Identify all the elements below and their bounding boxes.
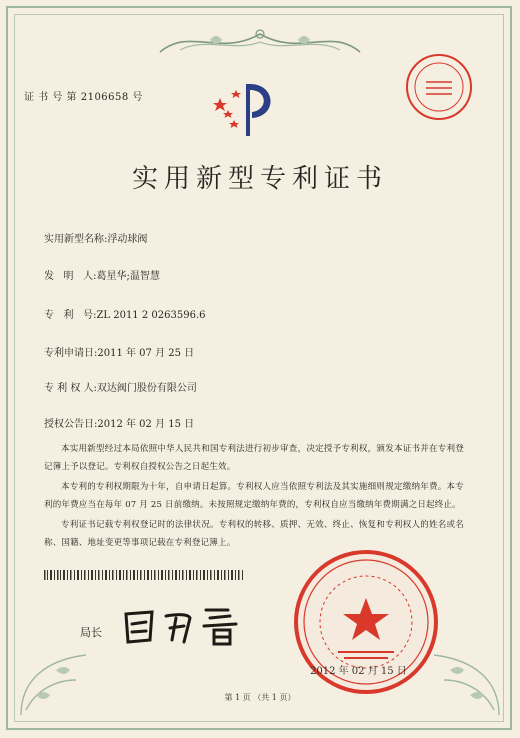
inventor-value: 葛星华;温智慧: [96, 271, 160, 282]
top-right-stamp: [404, 52, 474, 122]
top-ornament: [150, 22, 370, 62]
term-paragraph: 本专利的专利权期限为十年，自申请日起算。专利权人应当依照专利法及其实施细则规定缴纳年费。本专利的年费应当在每年 07 月 25 日前缴纳。未按照规定缴纳年费的，专利权自应当缴纳年费期满之日起终止。: [44, 482, 464, 510]
filing-date-value: 2011 年 07 月 25 日: [97, 348, 195, 359]
inventor-label: 发 明 人:: [44, 271, 97, 282]
announcement-date-label: 授权公告日:: [44, 419, 98, 430]
barcode: [44, 570, 244, 580]
patent-office-logo: [206, 76, 288, 142]
certificate-title: 实用新型专利证书: [131, 164, 388, 194]
utility-model-name-value: 浮动球阀: [107, 234, 148, 245]
utility-model-name-label: 实用新型名称:: [44, 234, 108, 245]
patentee-label: 专 利 权 人:: [44, 383, 97, 394]
seal-date: 2012 年 02 月 15 日: [310, 666, 407, 677]
page-indicator: 第 1 页 （共 1 页）: [224, 693, 296, 702]
patent-number-field: [44, 306, 205, 321]
bottom-left-ornament: [16, 640, 96, 720]
announcement-date-field: [44, 415, 194, 430]
grant-paragraph: 本实用新型经过本局依照中华人民共和国专利法进行初步审查，决定授予专利权，颁发本证书并在专利登记簿上予以登记。专利权自授权公告之日起生效。: [44, 444, 464, 472]
legal-status-paragraph: 专利证书记载专利权登记时的法律状况。专利权的转移、质押、无效、终止、恢复和专利权人的姓名或名称、国籍、地址变更等事项记载在专利登记簿上。: [44, 520, 464, 548]
inventor-field: [44, 267, 160, 282]
director-label: 局长: [80, 626, 102, 639]
patent-number-label: 专 利 号:: [44, 310, 97, 321]
filing-date-field: [44, 344, 194, 359]
utility-model-name-field: [44, 230, 147, 245]
announcement-date-value: 2012 年 02 月 15 日: [97, 419, 195, 430]
patentee-value: 双达阀门股份有限公司: [96, 383, 197, 394]
patentee-field: [44, 379, 197, 394]
director-signature: [118, 600, 258, 650]
certificate-number: 证 书 号 第 2106658 号: [24, 92, 143, 103]
patent-number-value: ZL 2011 2 0263596.6: [96, 310, 206, 321]
filing-date-label: 专利申请日:: [44, 348, 98, 359]
